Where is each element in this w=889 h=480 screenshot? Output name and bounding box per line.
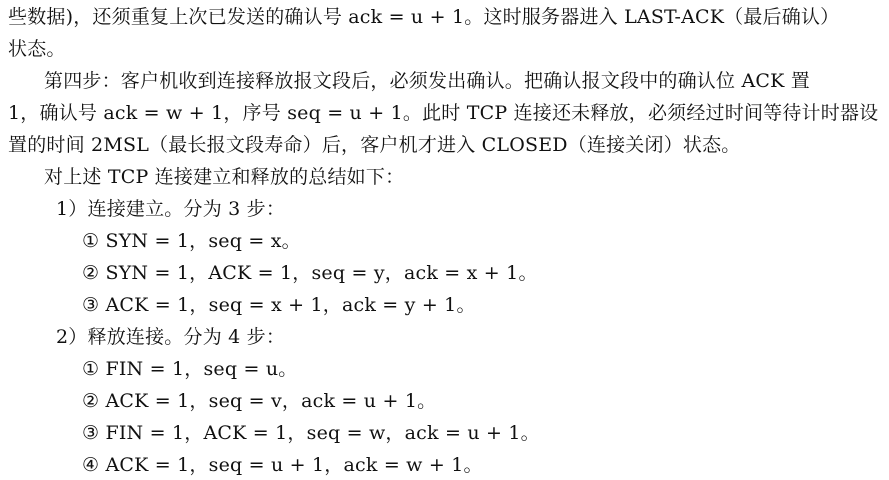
paragraph-1-line-1: 些数据)，还须重复上次已发送的确认号 ack = u + 1。这时服务器进入 LAST-ACK（最后确认）	[8, 6, 840, 28]
paragraph-2-line-1: 第四步：客户机收到连接释放报文段后，必须发出确认。把确认报文段中的确认位 ACK 置	[44, 70, 810, 92]
establish-step-3: ③ ACK = 1，seq = x + 1，ack = y + 1。	[82, 294, 476, 316]
establish-step-1: ① SYN = 1，seq = x。	[82, 230, 301, 252]
release-step-3: ③ FIN = 1，ACK = 1，seq = w，ack = u + 1。	[82, 422, 540, 444]
establish-step-2: ② SYN = 1，ACK = 1，seq = y，ack = x + 1。	[82, 262, 538, 284]
paragraph-2-line-2: 1，确认号 ack = w + 1，序号 seq = u + 1。此时 TCP 连接还未释放，必须经过时间等待计时器设	[8, 102, 879, 124]
establish-heading: 1）连接建立。分为 3 步：	[56, 198, 286, 220]
summary-intro: 对上述 TCP 连接建立和释放的总结如下：	[44, 166, 405, 188]
release-heading: 2）释放连接。分为 4 步：	[56, 326, 286, 348]
paragraph-2-line-3: 置的时间 2MSL（最长报文段寿命）后，客户机才进入 CLOSED（连接关闭）状态。	[8, 134, 741, 156]
release-step-2: ② ACK = 1，seq = v，ack = u + 1。	[82, 390, 437, 412]
release-step-1: ① FIN = 1，seq = u。	[82, 358, 298, 380]
release-step-4: ④ ACK = 1，seq = u + 1，ack = w + 1。	[82, 454, 483, 476]
paragraph-1-line-2: 状态。	[8, 38, 66, 60]
